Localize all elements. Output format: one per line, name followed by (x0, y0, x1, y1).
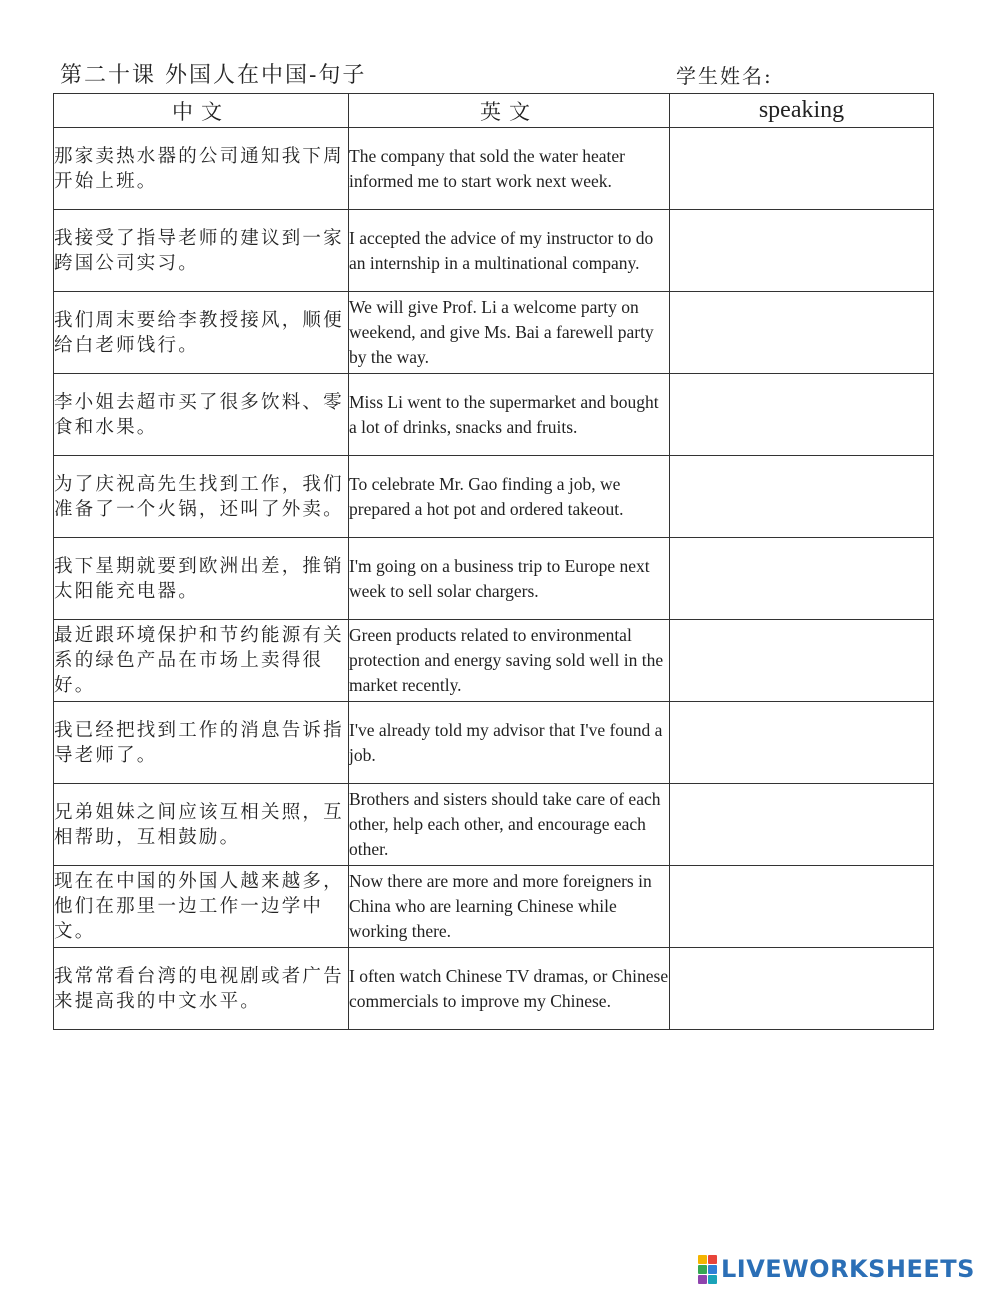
table-row (54, 210, 934, 292)
logo-text: LIVEWORKSHEETS (721, 1255, 975, 1283)
speaking-cell[interactable] (670, 866, 934, 948)
column-header-english: 英文 (349, 94, 670, 128)
table-row (54, 784, 934, 866)
english-sentence: Miss Li went to the supermarket and bought a lot of drinks, snacks and fruits. (349, 374, 670, 456)
table-row (54, 866, 934, 948)
table-row (54, 128, 934, 210)
column-header-chinese: 中文 (54, 94, 349, 128)
chinese-sentence: 我已经把找到工作的消息告诉指导老师了。 (54, 702, 349, 784)
table-row (54, 538, 934, 620)
chinese-sentence: 李小姐去超市买了很多饮料、零食和水果。 (54, 374, 349, 456)
english-sentence: I accepted the advice of my instructor to do an internship in a multinational company. (349, 210, 670, 292)
english-sentence: I've already told my advisor that I've found a job. (349, 702, 670, 784)
liveworksheets-logo[interactable] (698, 1254, 975, 1284)
chinese-sentence: 兄弟姐妹之间应该互相关照，互相帮助，互相鼓励。 (54, 784, 349, 866)
speaking-cell[interactable] (670, 538, 934, 620)
chinese-sentence: 我们周末要给李教授接风，顺便给白老师饯行。 (54, 292, 349, 374)
speaking-cell[interactable] (670, 128, 934, 210)
english-sentence: I often watch Chinese TV dramas, or Chinese commercials to improve my Chinese. (349, 948, 670, 1030)
speaking-cell[interactable] (670, 292, 934, 374)
page-title: 第二十课 外国人在中国-句子 (60, 63, 367, 88)
speaking-cell[interactable] (670, 374, 934, 456)
speaking-cell[interactable] (670, 784, 934, 866)
sentence-table (53, 93, 934, 1030)
speaking-cell[interactable] (670, 456, 934, 538)
english-sentence: Now there are more and more foreigners in China who are learning Chinese while working there. (349, 866, 670, 948)
english-sentence: The company that sold the water heater informed me to start work next week. (349, 128, 670, 210)
chinese-sentence: 我常常看台湾的电视剧或者广告来提高我的中文水平。 (54, 948, 349, 1030)
english-sentence: To celebrate Mr. Gao finding a job, we prepared a hot pot and ordered takeout. (349, 456, 670, 538)
column-header-speaking: speaking (670, 94, 934, 128)
liveworksheets-logo-icon (698, 1255, 717, 1284)
english-sentence: Green products related to environmental protection and energy saving sold well in the market recently. (349, 620, 670, 702)
table-row (54, 374, 934, 456)
chinese-sentence: 现在在中国的外国人越来越多，他们在那里一边工作一边学中文。 (54, 866, 349, 948)
table-row (54, 456, 934, 538)
table-row (54, 292, 934, 374)
english-sentence: I'm going on a business trip to Europe next week to sell solar chargers. (349, 538, 670, 620)
student-name-label: 学生姓名: (676, 64, 773, 88)
table-row (54, 948, 934, 1030)
speaking-cell[interactable] (670, 210, 934, 292)
speaking-cell[interactable] (670, 620, 934, 702)
chinese-sentence: 为了庆祝高先生找到工作，我们准备了一个火锅，还叫了外卖。 (54, 456, 349, 538)
table-row (54, 620, 934, 702)
table-header-row (54, 94, 934, 128)
table-row (54, 702, 934, 784)
english-sentence: Brothers and sisters should take care of each other, help each other, and encourage each other. (349, 784, 670, 866)
english-sentence: We will give Prof. Li a welcome party on weekend, and give Ms. Bai a farewell party by the way. (349, 292, 670, 374)
speaking-cell[interactable] (670, 702, 934, 784)
speaking-cell[interactable] (670, 948, 934, 1030)
chinese-sentence: 那家卖热水器的公司通知我下周开始上班。 (54, 128, 349, 210)
chinese-sentence: 我接受了指导老师的建议到一家跨国公司实习。 (54, 210, 349, 292)
chinese-sentence: 我下星期就要到欧洲出差，推销太阳能充电器。 (54, 538, 349, 620)
chinese-sentence: 最近跟环境保护和节约能源有关系的绿色产品在市场上卖得很好。 (54, 620, 349, 702)
